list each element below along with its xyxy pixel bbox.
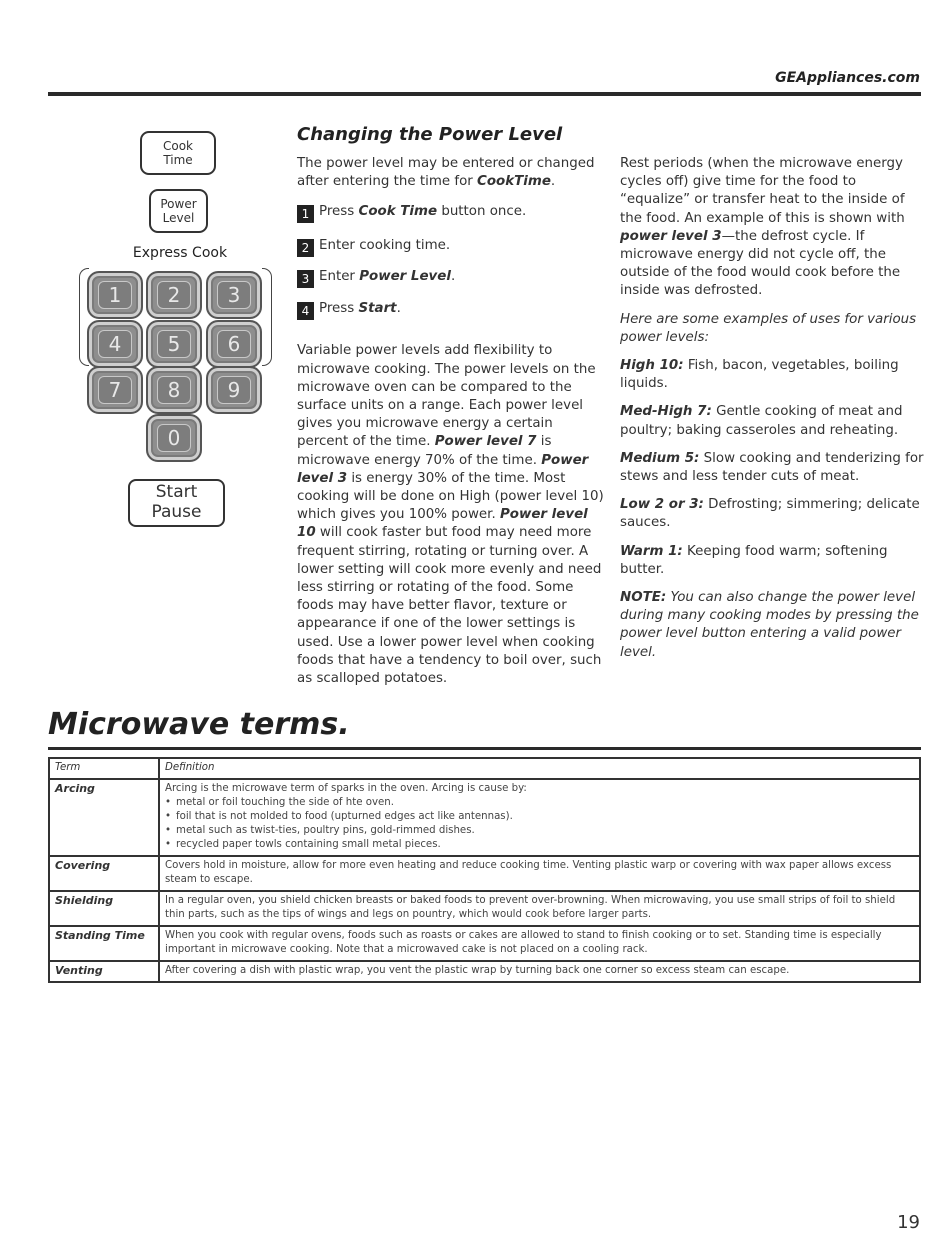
term-column-header: Term <box>49 758 159 779</box>
power-level-medium: Medium 5: Slow cooking and tenderizing for stews and less tender cuts of meat. <box>620 450 924 485</box>
rest-periods-section <box>620 155 925 662</box>
number-key-label: 1 <box>98 281 132 309</box>
table-row <box>49 856 920 891</box>
step-1 <box>297 203 607 223</box>
start-pause-key <box>128 479 225 527</box>
terms-title: Microwave terms. <box>48 707 350 742</box>
site-url: GEAppliances.com <box>775 70 920 86</box>
number-key-5 <box>146 320 202 368</box>
cook-time-label-line2: Time <box>163 153 193 167</box>
definition-cell <box>159 779 920 856</box>
step-3 <box>297 268 607 288</box>
number-key-label: 8 <box>157 376 191 404</box>
list-item: • foil that is not molded to food (upturned edges act like antennas). <box>165 810 914 824</box>
power-level-section <box>297 124 607 688</box>
table-header-row <box>49 758 920 779</box>
power-level-warm: Warm 1: Keeping food warm; softening butter. <box>620 543 888 577</box>
number-key-0 <box>146 414 202 462</box>
table-row <box>49 779 920 856</box>
term-cell: Covering <box>49 856 159 891</box>
definition-column-header: Definition <box>159 758 920 779</box>
number-key-3 <box>206 271 262 319</box>
step-2 <box>297 237 607 257</box>
number-key-label: 7 <box>98 376 132 404</box>
terms-rule <box>48 747 921 750</box>
step-number: 2 <box>297 239 314 257</box>
pause-label: Pause <box>151 502 202 522</box>
page-number: 19 <box>897 1212 920 1233</box>
power-level-label-line2: Level <box>162 211 195 225</box>
note-paragraph: NOTE: You can also change the power level during many cooking modes by pressing the power level button entering a valid power level. <box>620 590 919 660</box>
list-item: • metal or foil touching the side of hte oven. <box>165 796 914 810</box>
term-cell: Standing Time <box>49 926 159 961</box>
power-level-key <box>149 189 208 233</box>
cook-time-label-line1: Cook <box>162 138 193 153</box>
number-key-2 <box>146 271 202 319</box>
number-key-6 <box>206 320 262 368</box>
examples-intro: Here are some examples of uses for various power levels: <box>620 311 917 345</box>
number-key-1 <box>87 271 143 319</box>
definition-cell: When you cook with regular ovens, foods such as roasts or cakes are allowed to stand to finish cooking or to set. Standing time is especially important in microwave cooking. Note that a microwaved cake is not placed on a cooling rack. <box>159 926 920 961</box>
term-cell: Arcing <box>49 779 159 856</box>
number-key-label: 2 <box>157 281 191 309</box>
variable-power-paragraph: Variable power levels add flexibility to microwave cooking. The power levels on the microwave oven can be compared to the surface units on a range. Each power level gives you microwave energy a certain percent of the time. Power level 7 is microwave energy 70% of the time. Power level 3 is energy 30% of the time. Most cooking will be done on High (power level 10) which gives you 100% power. Power level 10 will cook faster but food may need more frequent stirring, rotating or turning over. A lower setting will cook more evenly and need less stirring or rotating of the food. Some foods may have better flavor, texture or appearance if one of the lower settings is used. Use a lower power level when cooking foods that have a tendency to boil over, such as scalloped potatoes. <box>297 343 604 687</box>
step-text: Press Start. <box>319 301 401 317</box>
number-key-label: 0 <box>157 424 191 452</box>
table-row <box>49 926 920 961</box>
intro-text: The power level may be entered or changed after entering the time for <box>297 156 595 190</box>
power-level-label-line1: Power <box>160 196 197 211</box>
step-text: Enter cooking time. <box>319 238 451 254</box>
intro-paragraph <box>297 155 607 191</box>
step-4 <box>297 300 607 320</box>
step-text: Press Cook Time button once. <box>319 204 527 220</box>
step-text: Enter Power Level. <box>319 269 456 285</box>
step-number: 1 <box>297 205 314 223</box>
definition-cell: In a regular oven, you shield chicken breasts or baked foods to prevent over-browning. When microwaving, you use small strips of foil to shield thin parts, such as the tips of wings and legs on pountry, which would cook before larger parts. <box>159 891 920 926</box>
table-row <box>49 961 920 982</box>
number-key-label: 3 <box>217 281 251 309</box>
table-row <box>49 891 920 926</box>
power-level-med-high: Med-High 7: Gentle cooking of meat and poultry; baking casseroles and reheating. <box>620 404 903 438</box>
number-key-label: 4 <box>98 330 132 358</box>
term-cell: Shielding <box>49 891 159 926</box>
number-key-label: 9 <box>217 376 251 404</box>
number-key-label: 5 <box>157 330 191 358</box>
number-key-7 <box>87 366 143 414</box>
power-level-high: High 10: Fish, bacon, vegetables, boiling liquids. <box>620 358 899 392</box>
start-label: Start <box>155 482 198 503</box>
intro-end: . <box>550 174 556 190</box>
list-item: • recycled paper towls containing small metal pieces. <box>165 838 914 852</box>
section-title: Changing the Power Level <box>297 124 563 145</box>
power-level-low: Low 2 or 3: Defrosting; simmering; delicate sauces. <box>620 497 920 531</box>
arcing-causes-list <box>165 796 914 852</box>
number-key-8 <box>146 366 202 414</box>
step-number: 4 <box>297 302 314 320</box>
step-number: 3 <box>297 270 314 288</box>
definition-cell: After covering a dish with plastic wrap, you vent the plastic wrap by turning back one corner so excess steam can escape. <box>159 961 920 982</box>
term-cell: Venting <box>49 961 159 982</box>
express-cook-bracket-right <box>262 268 272 366</box>
number-key-4 <box>87 320 143 368</box>
intro-cooktime: CookTime <box>477 174 551 190</box>
definition-text: Arcing is the microwave term of sparks in the oven. Arcing is cause by: <box>165 783 527 794</box>
cook-time-key <box>140 131 216 175</box>
terms-table <box>48 757 921 983</box>
definition-cell: Covers hold in moisture, allow for more even heating and reduce cooking time. Venting plastic warp or covering with wax paper allows excess steam to escape. <box>159 856 920 891</box>
keypad-illustration <box>0 0 290 560</box>
number-key-label: 6 <box>217 330 251 358</box>
number-key-9 <box>206 366 262 414</box>
list-item: • metal such as twist-ties, poultry pins, gold-rimmed dishes. <box>165 824 914 838</box>
rest-periods-paragraph: Rest periods (when the microwave energy cycles off) give time for the food to “equalize” or transfer heat to the inside of the food. An example of this is shown with power level 3—the defrost cycle. If microwave energy did not cycle off, the outside of the food would cook before the inside was defrosted. <box>620 156 905 299</box>
express-cook-label: Express Cook <box>132 245 228 261</box>
